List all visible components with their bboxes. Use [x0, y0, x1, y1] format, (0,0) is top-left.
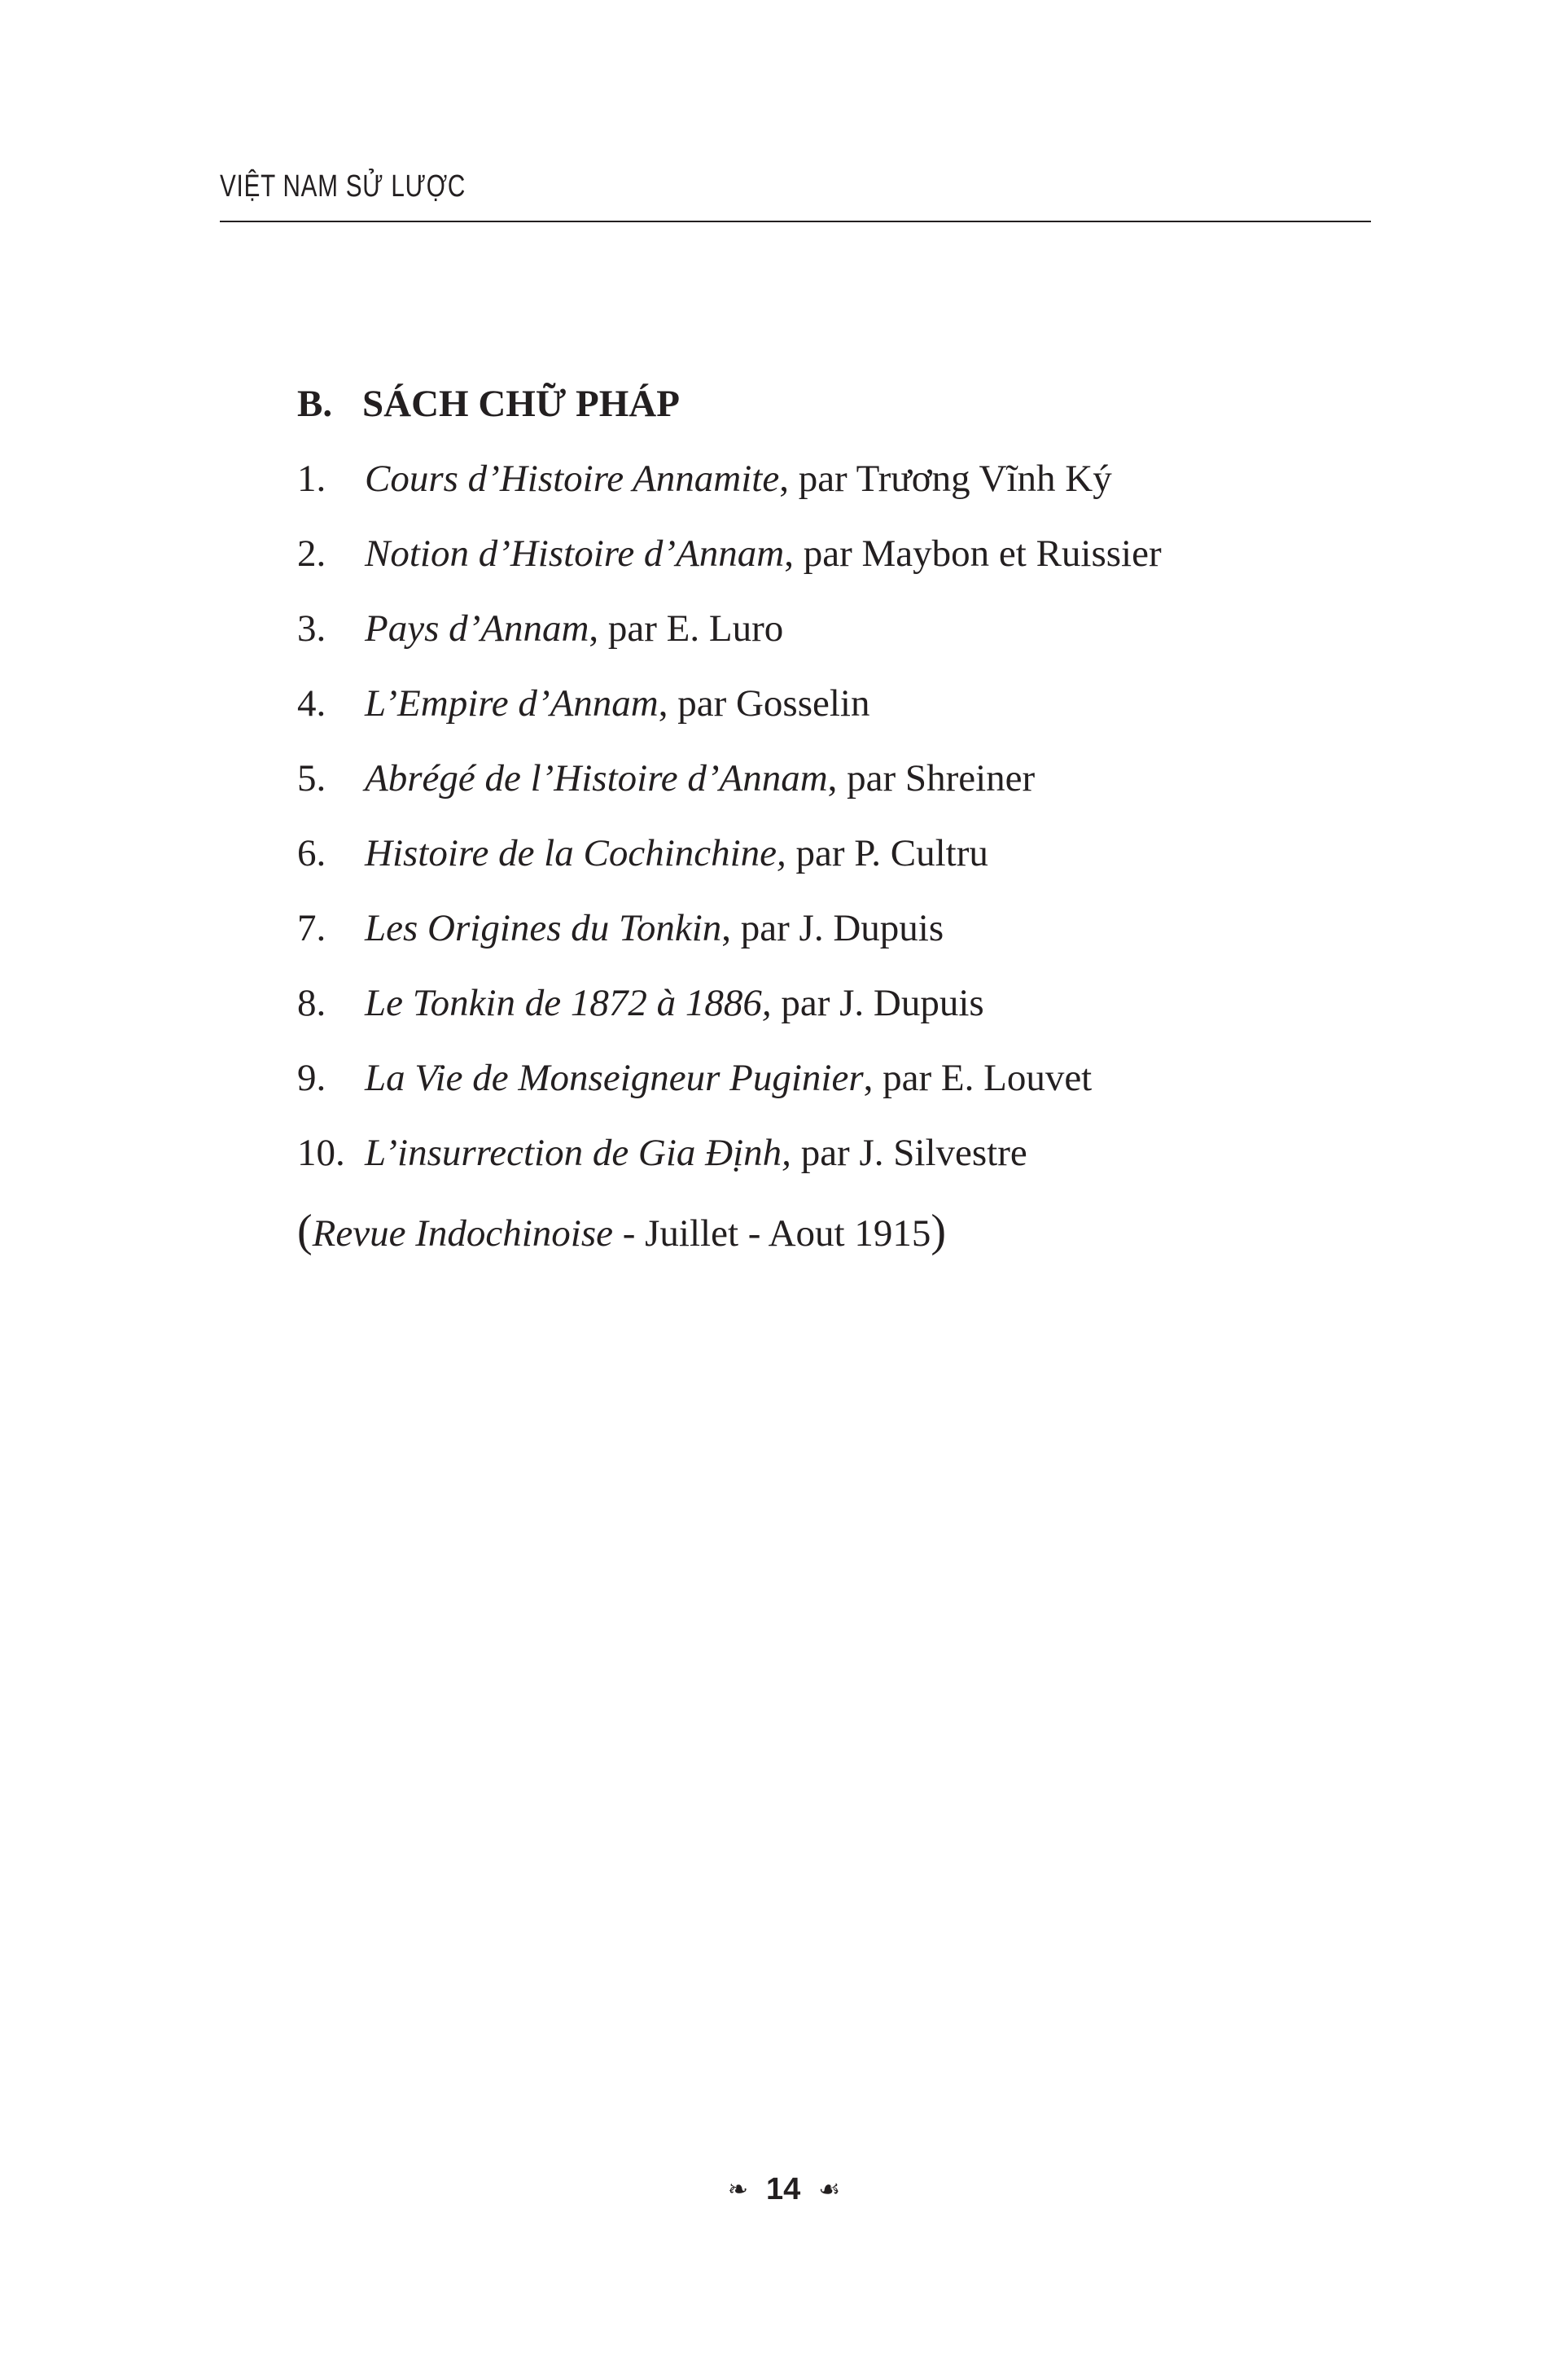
reference-item [297, 516, 1356, 591]
reference-list [297, 441, 1356, 1190]
reference-author: , par Maybon et Ruissier [784, 532, 1162, 575]
reference-item [297, 591, 1356, 666]
source-note [297, 1190, 1356, 1272]
page-number: 14 [765, 2172, 801, 2206]
reference-author: , par E. Luro [589, 607, 784, 650]
reference-author: , par E. Louvet [863, 1057, 1093, 1099]
reference-author: par J. Dupuis [771, 982, 984, 1024]
reference-title: La Vie de Monseigneur Puginier [365, 1057, 864, 1099]
publication-date: - Juillet - Aout 1915 [612, 1212, 931, 1255]
reference-item [297, 891, 1356, 966]
reference-title: Cours d’Histoire Annamite [365, 458, 780, 500]
reference-number: 7. [297, 907, 326, 949]
left-ornament-icon: ❧ [727, 2175, 748, 2204]
reference-author: , par J. Dupuis [721, 907, 944, 949]
reference-author: , par Shreiner [827, 757, 1036, 800]
reference-title: Le Tonkin de 1872 à 1886, [365, 982, 772, 1024]
running-header: VIỆT NAM SỬ LƯỢC [220, 169, 466, 204]
page-footer [0, 2172, 1568, 2207]
section-heading [297, 366, 1356, 441]
reference-number: 5. [297, 757, 326, 800]
reference-author: , par Trương Vĩnh Ký [779, 458, 1112, 500]
reference-title: L’Empire d’Annam [365, 682, 659, 725]
reference-number: 6. [297, 832, 326, 874]
reference-author: , par Gosselin [658, 682, 870, 725]
close-paren: ) [931, 1206, 946, 1256]
reference-item [297, 816, 1356, 891]
reference-item [297, 966, 1356, 1041]
reference-title: Notion d’Histoire d’Annam [365, 532, 785, 575]
reference-number: 8. [297, 982, 326, 1024]
right-ornament-icon: ☙ [818, 2175, 841, 2204]
reference-item [297, 741, 1356, 816]
reference-author: par J. Silvestre [791, 1132, 1027, 1174]
reference-number: 10. [297, 1132, 345, 1174]
reference-title: L’insurrection de Gia Định, [365, 1132, 791, 1174]
reference-title: Abrégé de l’Histoire d’Annam [365, 757, 828, 800]
reference-author: par P. Cultru [786, 832, 988, 874]
reference-number: 2. [297, 532, 326, 575]
section-title: SÁCH CHỮ PHÁP [362, 383, 680, 425]
reference-item [297, 1115, 1356, 1190]
reference-number: 9. [297, 1057, 326, 1099]
journal-name: Revue Indochinoise [312, 1212, 613, 1255]
section-letter: B. [297, 383, 333, 425]
page-content [297, 366, 1356, 1272]
reference-number: 3. [297, 607, 326, 650]
reference-item [297, 666, 1356, 741]
reference-item [297, 1041, 1356, 1115]
reference-title: Pays d’Annam [365, 607, 589, 650]
header-rule [220, 221, 1371, 222]
reference-number: 1. [297, 458, 326, 500]
reference-number: 4. [297, 682, 326, 725]
reference-item [297, 441, 1356, 516]
open-paren: ( [297, 1206, 313, 1256]
reference-title: Histoire de la Cochinchine, [365, 832, 786, 874]
reference-title: Les Origines du Tonkin [365, 907, 722, 949]
